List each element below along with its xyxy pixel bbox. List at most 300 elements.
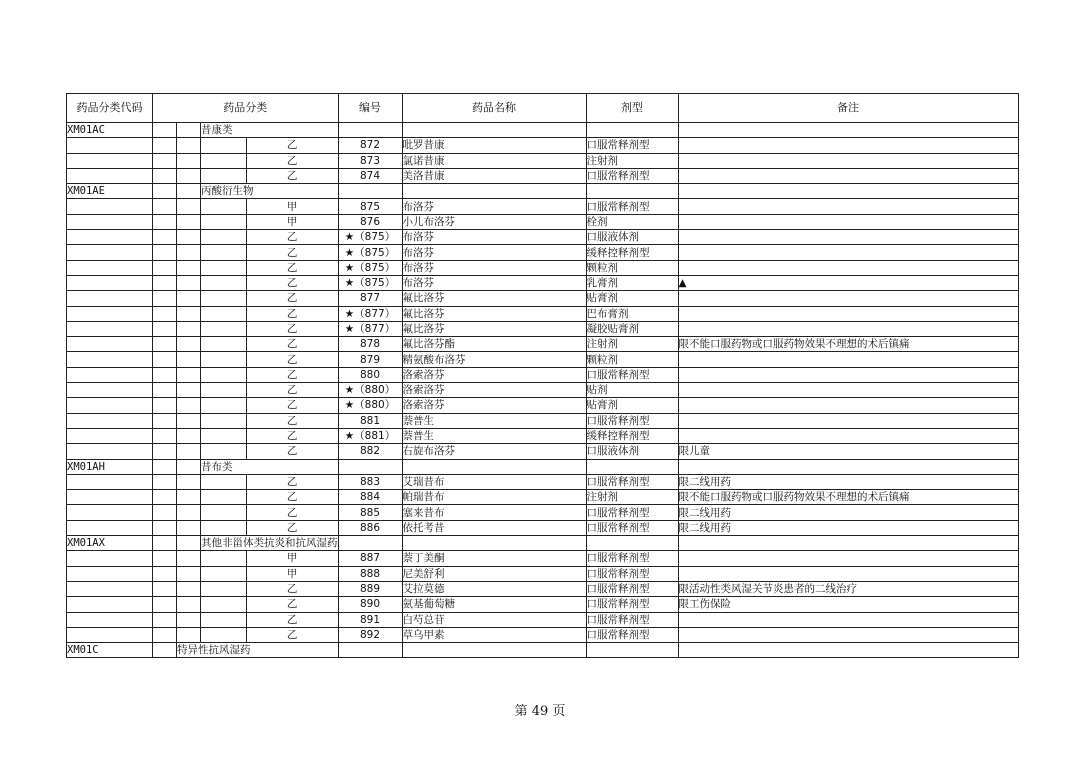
insurance-level: 乙 — [246, 520, 338, 535]
level-cell — [153, 123, 177, 138]
dosage-form: 口服常释剂型 — [586, 581, 678, 596]
drug-number: 891 — [338, 612, 402, 627]
level-cell — [153, 383, 177, 398]
category-row — [67, 184, 1019, 199]
drug-number: 873 — [338, 153, 402, 168]
drug-name: 氟比洛芬 — [402, 291, 586, 306]
level-cell — [153, 505, 177, 520]
remark — [678, 413, 1018, 428]
drug-name — [402, 536, 586, 551]
drug-name — [402, 123, 586, 138]
insurance-level: 乙 — [246, 337, 338, 352]
classification-code — [67, 214, 153, 229]
level-cell — [201, 153, 247, 168]
classification-code — [67, 551, 153, 566]
header-name: 药品名称 — [402, 94, 586, 123]
drug-number: ★（875） — [338, 275, 402, 290]
table-row — [67, 413, 1019, 428]
remark: 限工伤保险 — [678, 597, 1018, 612]
remark: 限二线用药 — [678, 474, 1018, 489]
table-row — [67, 321, 1019, 336]
level-cell — [153, 168, 177, 183]
remark — [678, 306, 1018, 321]
level-cell — [201, 398, 247, 413]
insurance-level: 乙 — [246, 581, 338, 596]
level-cell — [201, 581, 247, 596]
classification-code — [67, 581, 153, 596]
table-row — [67, 306, 1019, 321]
classification-code — [67, 275, 153, 290]
level-cell — [201, 367, 247, 382]
dosage-form: 注射剂 — [586, 337, 678, 352]
drug-number: 884 — [338, 490, 402, 505]
dosage-form: 口服常释剂型 — [586, 597, 678, 612]
insurance-level: 甲 — [246, 566, 338, 581]
insurance-level: 甲 — [246, 551, 338, 566]
classification-code — [67, 245, 153, 260]
level-cell — [153, 367, 177, 382]
remark: 限二线用药 — [678, 505, 1018, 520]
level-cell — [201, 260, 247, 275]
drug-name: 布洛芬 — [402, 260, 586, 275]
category-name: 其他非甾体类抗炎和抗风湿药 — [201, 537, 338, 550]
classification-code — [67, 444, 153, 459]
level-cell — [153, 306, 177, 321]
remark — [678, 612, 1018, 627]
dosage-form: 贴膏剂 — [586, 291, 678, 306]
insurance-level: 乙 — [246, 321, 338, 336]
drug-name: 萘丁美酮 — [402, 551, 586, 566]
level-cell — [153, 566, 177, 581]
header-note: 备注 — [678, 94, 1018, 123]
category-row — [67, 643, 1019, 658]
dosage-form: 口服常释剂型 — [586, 520, 678, 535]
remark — [678, 536, 1018, 551]
level-cell — [153, 214, 177, 229]
dosage-form: 颗粒剂 — [586, 352, 678, 367]
drug-name: 洛索洛芬 — [402, 383, 586, 398]
category-row — [67, 123, 1019, 138]
drug-number: 880 — [338, 367, 402, 382]
table-row — [67, 627, 1019, 642]
dosage-form: 口服常释剂型 — [586, 566, 678, 581]
level-cell — [201, 275, 247, 290]
level-cell — [201, 474, 247, 489]
remark — [678, 199, 1018, 214]
insurance-level: 乙 — [246, 398, 338, 413]
dosage-form — [586, 184, 678, 199]
drug-name: 右旋布洛芬 — [402, 444, 586, 459]
dosage-form: 颗粒剂 — [586, 260, 678, 275]
drug-name: 氨基葡萄糖 — [402, 597, 586, 612]
level-cell — [177, 474, 201, 489]
classification-code — [67, 138, 153, 153]
drug-number: 882 — [338, 444, 402, 459]
level-cell — [153, 352, 177, 367]
classification-code — [67, 597, 153, 612]
dosage-form: 巴布膏剂 — [586, 306, 678, 321]
remark — [678, 398, 1018, 413]
table-row — [67, 597, 1019, 612]
remark: 限儿童 — [678, 444, 1018, 459]
header-number: 编号 — [338, 94, 402, 123]
drug-name: 洛索洛芬 — [402, 398, 586, 413]
drug-name: 洛索洛芬 — [402, 367, 586, 382]
drug-number: 876 — [338, 214, 402, 229]
remark — [678, 428, 1018, 443]
insurance-level: 乙 — [246, 275, 338, 290]
level-cell — [177, 214, 201, 229]
level-cell — [153, 490, 177, 505]
table-row — [67, 444, 1019, 459]
level-cell — [153, 643, 177, 658]
classification-code — [67, 520, 153, 535]
insurance-level: 乙 — [246, 444, 338, 459]
insurance-level: 乙 — [246, 597, 338, 612]
level-cell — [201, 520, 247, 535]
dosage-form: 口服常释剂型 — [586, 168, 678, 183]
dosage-form: 乳膏剂 — [586, 275, 678, 290]
drug-number: ★（877） — [338, 321, 402, 336]
level-cell — [201, 306, 247, 321]
dosage-form: 注射剂 — [586, 153, 678, 168]
page-number: 第 49 页 — [514, 704, 566, 719]
table-row — [67, 383, 1019, 398]
insurance-level: 乙 — [246, 383, 338, 398]
level-cell — [201, 505, 247, 520]
number-cell — [338, 459, 402, 474]
table-row — [67, 505, 1019, 520]
drug-name — [402, 184, 586, 199]
level-cell — [153, 291, 177, 306]
remark — [678, 260, 1018, 275]
classification-code — [67, 199, 153, 214]
remark: ▲ — [678, 275, 1018, 290]
dosage-form — [586, 459, 678, 474]
level-cell — [201, 597, 247, 612]
drug-number: 877 — [338, 291, 402, 306]
classification-code — [67, 306, 153, 321]
dosage-form: 口服常释剂型 — [586, 612, 678, 627]
level-cell — [177, 444, 201, 459]
classification-code — [67, 398, 153, 413]
classification-code — [67, 230, 153, 245]
classification-code — [67, 337, 153, 352]
number-cell — [338, 643, 402, 658]
level-cell — [177, 337, 201, 352]
remark — [678, 459, 1018, 474]
drug-name: 氯诺昔康 — [402, 153, 586, 168]
drug-number: 890 — [338, 597, 402, 612]
level-cell — [153, 260, 177, 275]
drug-name — [402, 459, 586, 474]
level-cell — [153, 184, 177, 199]
insurance-level: 乙 — [246, 291, 338, 306]
level-cell — [177, 520, 201, 535]
level-cell — [201, 612, 247, 627]
level-cell — [177, 428, 201, 443]
insurance-level: 乙 — [246, 627, 338, 642]
insurance-level: 乙 — [246, 306, 338, 321]
level-cell — [177, 551, 201, 566]
drug-number: 889 — [338, 581, 402, 596]
level-cell — [153, 612, 177, 627]
level-cell — [177, 352, 201, 367]
dosage-form: 口服液体剂 — [586, 444, 678, 459]
level-cell — [177, 184, 201, 199]
remark: 限不能口服药物或口服药物效果不理想的术后镇痛 — [678, 490, 1018, 505]
classification-code — [67, 153, 153, 168]
dosage-form: 口服常释剂型 — [586, 627, 678, 642]
remark — [678, 643, 1018, 658]
level-cell — [177, 153, 201, 168]
drug-number: 874 — [338, 168, 402, 183]
classification-code: XM01C — [67, 643, 153, 658]
level-cell — [177, 367, 201, 382]
remark — [678, 291, 1018, 306]
level-cell — [177, 260, 201, 275]
level-cell — [177, 306, 201, 321]
table-row — [67, 214, 1019, 229]
table-row — [67, 275, 1019, 290]
drug-number: 879 — [338, 352, 402, 367]
drug-catalog-table — [66, 93, 1019, 658]
drug-number: 892 — [338, 627, 402, 642]
remark: 限不能口服药物或口服药物效果不理想的术后镇痛 — [678, 337, 1018, 352]
table-row — [67, 398, 1019, 413]
classification-code — [67, 474, 153, 489]
level-cell — [177, 612, 201, 627]
dosage-form: 口服常释剂型 — [586, 474, 678, 489]
level-cell — [201, 566, 247, 581]
level-cell — [177, 138, 201, 153]
drug-number: 886 — [338, 520, 402, 535]
drug-name: 精氨酸布洛芬 — [402, 352, 586, 367]
dosage-form: 注射剂 — [586, 490, 678, 505]
drug-name: 小儿布洛芬 — [402, 214, 586, 229]
level-cell — [153, 536, 177, 551]
level-cell — [177, 275, 201, 290]
insurance-level: 乙 — [246, 230, 338, 245]
table-row — [67, 520, 1019, 535]
level-cell — [201, 428, 247, 443]
remark — [678, 153, 1018, 168]
category-name: 昔康类 — [201, 123, 339, 138]
level-cell — [153, 275, 177, 290]
drug-name: 草乌甲素 — [402, 627, 586, 642]
level-cell — [177, 536, 201, 551]
classification-code — [67, 367, 153, 382]
drug-name: 吡罗昔康 — [402, 138, 586, 153]
dosage-form: 口服常释剂型 — [586, 367, 678, 382]
level-cell — [177, 459, 201, 474]
level-cell — [177, 230, 201, 245]
drug-number: 883 — [338, 474, 402, 489]
table-row — [67, 612, 1019, 627]
classification-code: XM01AC — [67, 123, 153, 138]
classification-code — [67, 490, 153, 505]
table-row — [67, 352, 1019, 367]
level-cell — [177, 581, 201, 596]
insurance-level: 乙 — [246, 490, 338, 505]
classification-code — [67, 428, 153, 443]
remark — [678, 352, 1018, 367]
drug-name: 布洛芬 — [402, 275, 586, 290]
level-cell — [153, 459, 177, 474]
table-header-row — [67, 94, 1019, 123]
number-cell — [338, 184, 402, 199]
header-form: 剂型 — [586, 94, 678, 123]
category-row — [67, 459, 1019, 474]
header-category: 药品分类 — [153, 94, 339, 123]
level-cell — [177, 168, 201, 183]
insurance-level: 乙 — [246, 260, 338, 275]
dosage-form: 贴膏剂 — [586, 398, 678, 413]
dosage-form: 口服常释剂型 — [586, 551, 678, 566]
drug-name: 布洛芬 — [402, 245, 586, 260]
level-cell — [201, 291, 247, 306]
remark — [678, 230, 1018, 245]
category-name: 特异性抗风湿药 — [177, 643, 339, 658]
level-cell — [201, 214, 247, 229]
insurance-level: 甲 — [246, 199, 338, 214]
level-cell — [153, 321, 177, 336]
category-name: 昔布类 — [201, 459, 339, 474]
level-cell — [153, 444, 177, 459]
level-cell — [153, 581, 177, 596]
table-row — [67, 260, 1019, 275]
dosage-form — [586, 123, 678, 138]
insurance-level: 乙 — [246, 168, 338, 183]
drug-number: 881 — [338, 413, 402, 428]
table-row — [67, 153, 1019, 168]
classification-code — [67, 260, 153, 275]
table-row — [67, 428, 1019, 443]
drug-name: 帕瑞昔布 — [402, 490, 586, 505]
remark: 限二线用药 — [678, 520, 1018, 535]
drug-number: 878 — [338, 337, 402, 352]
dosage-form: 口服常释剂型 — [586, 199, 678, 214]
level-cell — [153, 551, 177, 566]
classification-code: XM01AH — [67, 459, 153, 474]
classification-code — [67, 383, 153, 398]
number-cell — [338, 123, 402, 138]
level-cell — [201, 444, 247, 459]
table-row — [67, 138, 1019, 153]
classification-code — [67, 168, 153, 183]
number-cell — [338, 536, 402, 551]
classification-code — [67, 413, 153, 428]
drug-name: 艾瑞昔布 — [402, 474, 586, 489]
insurance-level: 乙 — [246, 153, 338, 168]
drug-name: 氟比洛芬 — [402, 321, 586, 336]
table-row — [67, 367, 1019, 382]
insurance-level: 乙 — [246, 413, 338, 428]
level-cell — [153, 627, 177, 642]
drug-number: ★（880） — [338, 383, 402, 398]
drug-name: 白芍总苷 — [402, 612, 586, 627]
drug-number: 885 — [338, 505, 402, 520]
level-cell — [177, 505, 201, 520]
level-cell — [177, 566, 201, 581]
drug-number: ★（875） — [338, 230, 402, 245]
classification-code — [67, 627, 153, 642]
drug-name: 氟比洛芬酯 — [402, 337, 586, 352]
level-cell — [153, 520, 177, 535]
insurance-level: 乙 — [246, 367, 338, 382]
table-row — [67, 168, 1019, 183]
drug-name: 布洛芬 — [402, 199, 586, 214]
level-cell — [153, 199, 177, 214]
header-code: 药品分类代码 — [67, 94, 153, 123]
drug-number: 887 — [338, 551, 402, 566]
level-cell — [153, 428, 177, 443]
level-cell — [201, 138, 247, 153]
dosage-form: 口服常释剂型 — [586, 505, 678, 520]
level-cell — [177, 321, 201, 336]
remark — [678, 367, 1018, 382]
remark — [678, 245, 1018, 260]
category-name: 丙酸衍生物 — [201, 184, 339, 199]
dosage-form: 缓释控释剂型 — [586, 245, 678, 260]
dosage-form: 贴剂 — [586, 383, 678, 398]
dosage-form: 口服常释剂型 — [586, 138, 678, 153]
drug-number: 872 — [338, 138, 402, 153]
level-cell — [153, 474, 177, 489]
drug-number: ★（880） — [338, 398, 402, 413]
drug-number: ★（875） — [338, 245, 402, 260]
level-cell — [201, 627, 247, 642]
remark — [678, 321, 1018, 336]
drug-name: 氟比洛芬 — [402, 306, 586, 321]
level-cell — [201, 337, 247, 352]
insurance-level: 乙 — [246, 352, 338, 367]
dosage-form: 口服液体剂 — [586, 230, 678, 245]
dosage-form — [586, 536, 678, 551]
level-cell — [201, 383, 247, 398]
drug-number: ★（881） — [338, 428, 402, 443]
table-row — [67, 581, 1019, 596]
level-cell — [201, 230, 247, 245]
level-cell — [201, 321, 247, 336]
dosage-form — [586, 643, 678, 658]
dosage-form: 凝胶贴膏剂 — [586, 321, 678, 336]
classification-code — [67, 612, 153, 627]
insurance-level: 乙 — [246, 428, 338, 443]
insurance-level: 甲 — [246, 214, 338, 229]
level-cell — [153, 413, 177, 428]
insurance-level: 乙 — [246, 138, 338, 153]
level-cell — [201, 551, 247, 566]
dosage-form: 栓剂 — [586, 214, 678, 229]
drug-name: 依托考昔 — [402, 520, 586, 535]
remark: 限活动性类风湿关节炎患者的二线治疗 — [678, 581, 1018, 596]
remark — [678, 566, 1018, 581]
drug-number: ★（877） — [338, 306, 402, 321]
level-cell — [177, 627, 201, 642]
insurance-level: 乙 — [246, 612, 338, 627]
level-cell — [177, 398, 201, 413]
dosage-form: 缓释控释剂型 — [586, 428, 678, 443]
level-cell — [177, 123, 201, 138]
level-cell — [153, 138, 177, 153]
level-cell — [153, 337, 177, 352]
classification-code: XM01AX — [67, 536, 153, 551]
level-cell — [201, 245, 247, 260]
table-row — [67, 337, 1019, 352]
insurance-level: 乙 — [246, 245, 338, 260]
remark — [678, 168, 1018, 183]
